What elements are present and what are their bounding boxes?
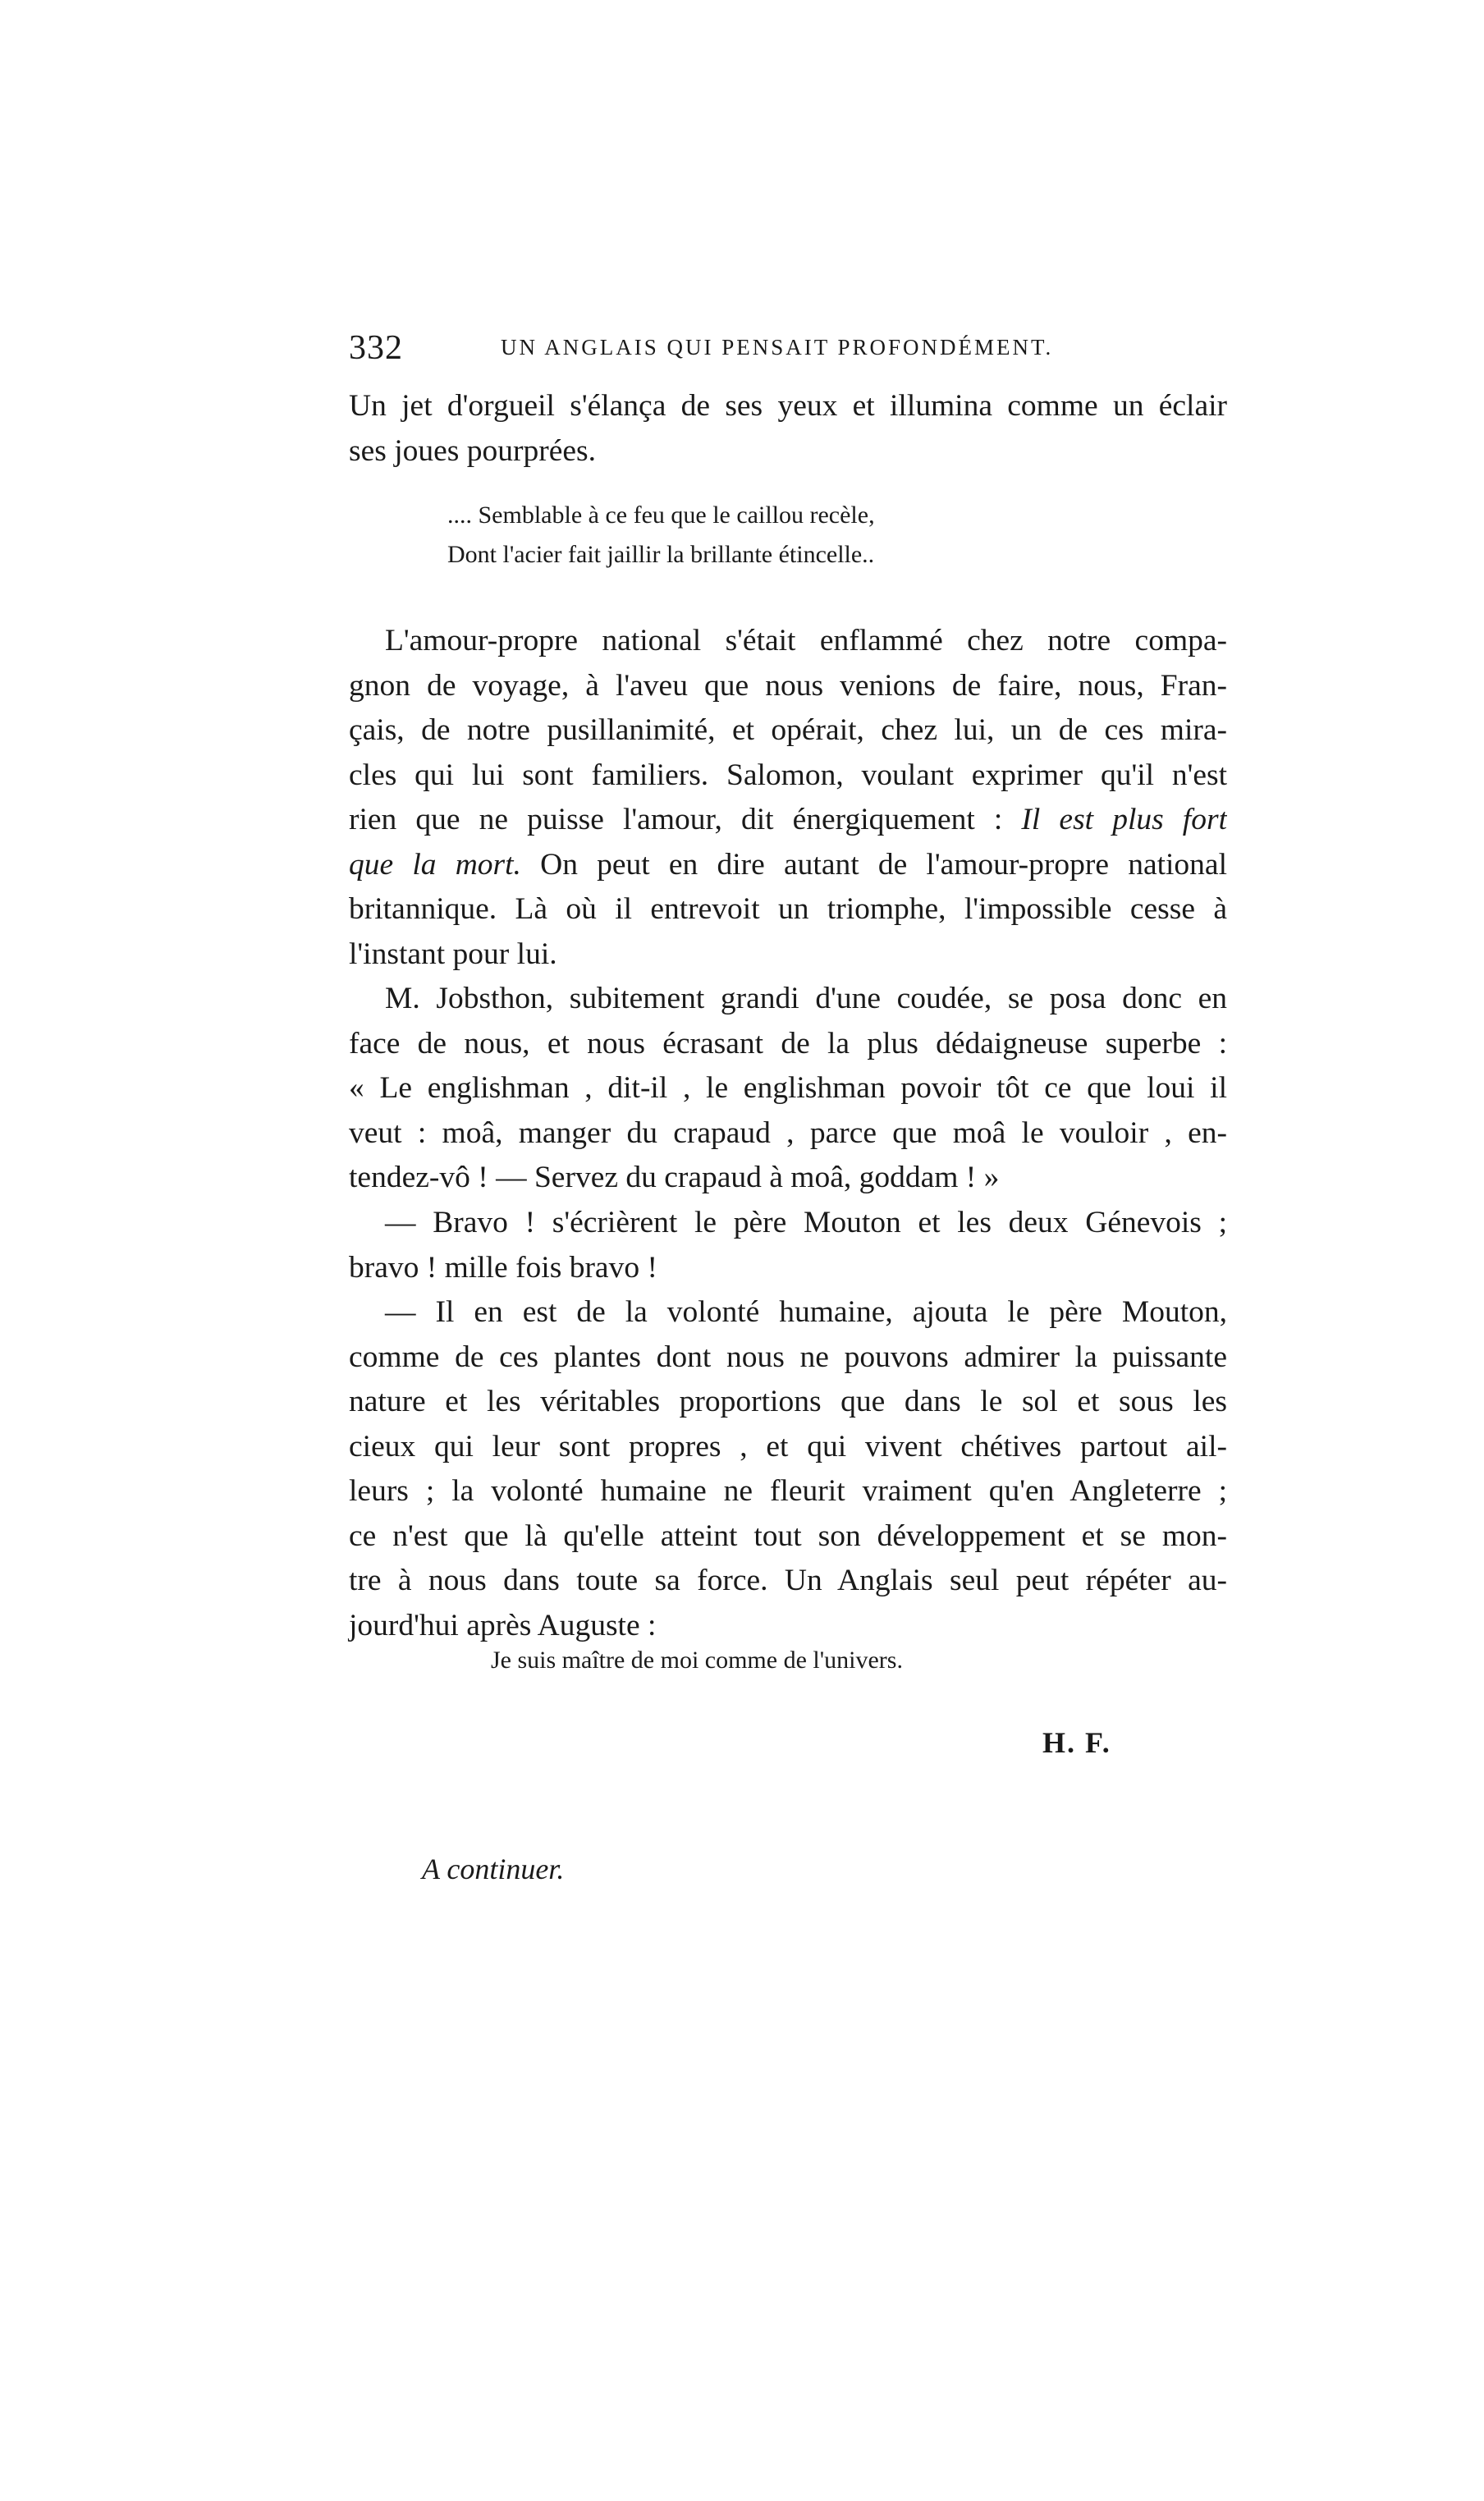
text-line: çais, de notre pusillanimité, et opérait, chez lui, un de ces mira- (349, 713, 1227, 747)
text-line: jourd'hui après Auguste : (349, 1608, 657, 1642)
text-line (349, 843, 1227, 888)
text-line: tendez-vô ! — Servez du crapaud à moâ, goddam ! » (349, 1161, 1000, 1194)
text-line: leurs ; la volonté humaine ne fleurit vraiment qu'en Angleterre ; (349, 1474, 1227, 1508)
page-number: 332 (349, 329, 403, 367)
italic-quote: que la mort. (349, 847, 521, 882)
text-line: cles qui lui sont familiers. Salomon, voulant exprimer qu'il n'est (349, 758, 1227, 792)
text-line: Un jet d'orgueil s'élança de ses yeux et illumina comme un éclair (349, 389, 1227, 423)
text-line: nature et les véritables proportions que dans le sol et sous les (349, 1385, 1227, 1418)
text-line: tre à nous dans toute sa force. Un Anglais seul peut répéter au- (349, 1564, 1227, 1597)
text-line: l'instant pour lui. (349, 937, 557, 971)
text-line: ses joues pourprées. (349, 433, 596, 468)
text-line: face de nous, et nous écrasant de la plus dédaigneuse superbe : (349, 1026, 1227, 1060)
verse-line: Dont l'acier fait jaillir la brillante étincelle.. (447, 541, 875, 568)
text-line: ce n'est que là qu'elle atteint tout son développement et se mon- (349, 1518, 1227, 1553)
paragraph-amour-propre (349, 619, 1227, 977)
text-line: britannique. Là où il entrevoit un triomphe, l'impossible cesse à (349, 892, 1227, 926)
text-line (349, 798, 1227, 843)
text-line: — Il en est de la volonté humaine, ajouta le père Mouton, (385, 1295, 1227, 1329)
text-line: — Bravo ! s'écrièrent le père Mouton et les deux Génevois ; (385, 1206, 1227, 1239)
text-line: L'amour-propre national s'était enflammé chez notre compa- (385, 624, 1227, 657)
epigraph (447, 496, 1186, 575)
text-line: cieux qui leur sont propres , et qui vivent chétives partout ail- (349, 1429, 1227, 1463)
text-run: rien que ne puisse l'amour, dit énergiquement : (349, 803, 1022, 836)
author-signature: H. F. (1042, 1726, 1111, 1759)
continuation-note: A continuer. (422, 1853, 565, 1885)
verse-line: .... Semblable à ce feu que le caillou recèle, (447, 502, 875, 529)
paragraph-bravo (349, 1201, 1227, 1290)
paragraph-volonte (349, 1290, 1227, 1648)
text-line: « Le englishman , dit-il , le englishman povoir tôt ce que loui il (349, 1071, 1227, 1105)
paragraph-jobsthon (349, 977, 1227, 1201)
italic-quote: Il est plus fort (1021, 803, 1227, 836)
text-line: veut : moâ, manger du crapaud , parce que moâ le vouloir , en- (349, 1115, 1227, 1150)
closing-verse: Je suis maître de moi comme de l'univers. (491, 1647, 903, 1674)
opening-paragraph (349, 384, 1227, 474)
text-line: comme de ces plantes dont nous ne pouvons admirer la puissante (349, 1340, 1227, 1374)
running-title: UN ANGLAIS QUI PENSAIT PROFONDÉMENT. (501, 335, 1054, 360)
text-line: bravo ! mille fois bravo ! (349, 1250, 657, 1285)
text-line: gnon de voyage, à l'aveu que nous venions de faire, nous, Fran- (349, 668, 1227, 703)
text-run: On peut en dire autant de l'amour-propre national (520, 847, 1227, 882)
text-line: M. Jobsthon, subitement grandi d'une coudée, se posa donc en (385, 982, 1227, 1015)
page-header (349, 328, 1227, 369)
